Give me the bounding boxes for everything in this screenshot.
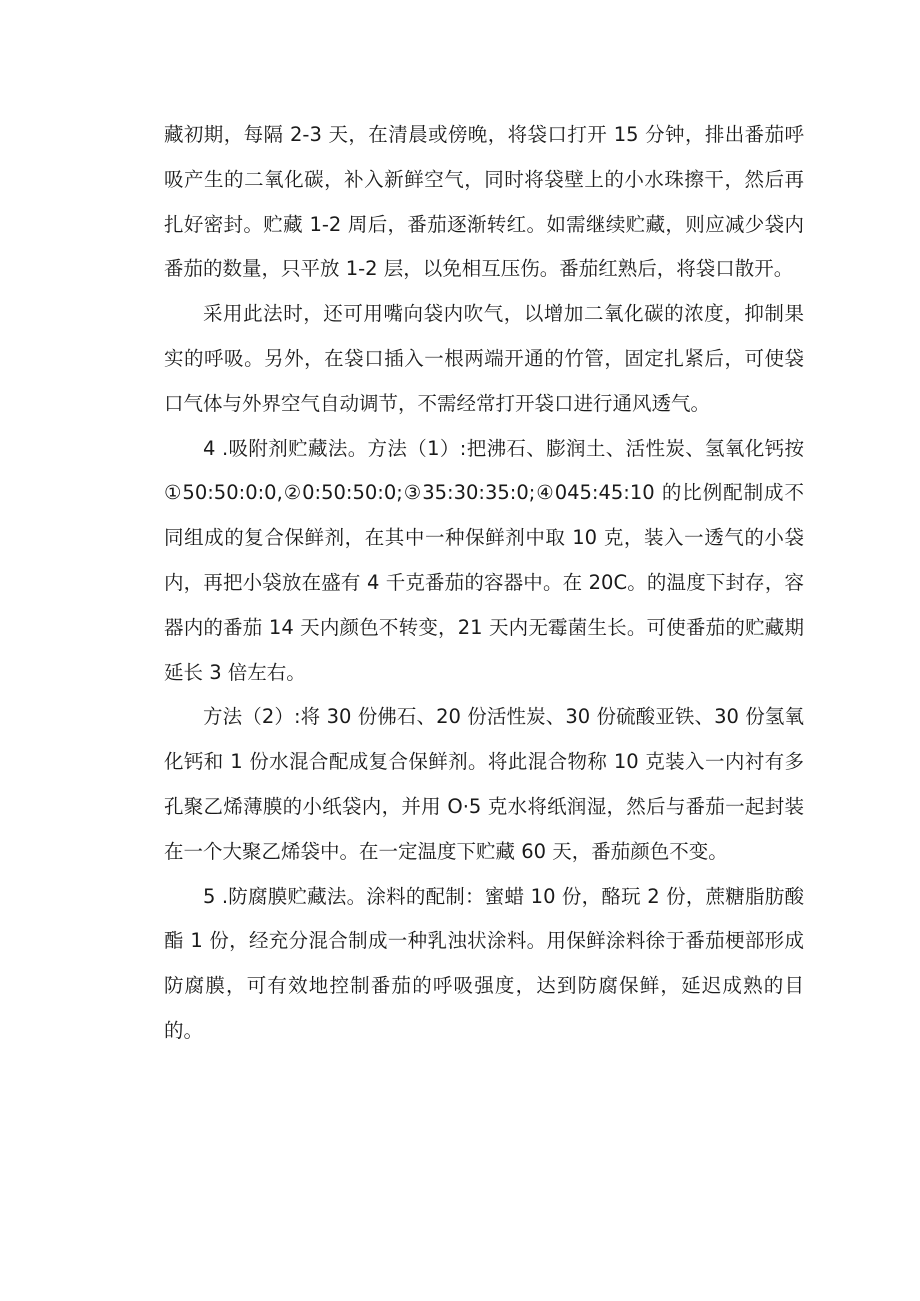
paragraph-continuation: 藏初期，每隔 2-3 天，在清晨或傍晚，将袋口打开 15 分钟，排出番茄呼吸产生的二氧化碳，补入新鲜空气，同时将袋壁上的小水珠擦干，然后再扎好密封。贮藏 1-2 周后，番茄逐渐转红。如需继续贮藏，则应减少袋内番茄的数量，只平放 1-2 层，以免相互压伤。番茄红熟后，将袋口散开。 xyxy=(164,123,804,281)
document-body xyxy=(164,113,804,1054)
paragraph-coating-method: 5 .防腐膜贮藏法。涂料的配制：蜜蜡 10 份，酪玩 2 份，蔗糖脂肪酸酯 1 份，经充分混合制成一种乳浊状涂料。用保鲜涂料徐于番茄梗部形成防腐膜，可有效地控制番茄的呼吸强度，达到防腐保鲜，延迟成熟的目的。 xyxy=(164,884,804,1042)
paragraph-blowing-method: 采用此法时，还可用嘴向袋内吹气，以增加二氧化碳的浓度，抑制果实的呼吸。另外，在袋口插入一根两端开通的竹管，固定扎紧后，可使袋口气体与外界空气自动调节，不需经常打开袋口进行通风透气。 xyxy=(164,302,804,415)
paragraph-adsorbent-method-2: 方法（2）:将 30 份佛石、20 份活性炭、30 份硫酸亚铁、30 份氢氧化钙和 1 份水混合配成复合保鲜剂。将此混合物称 10 克装入一内衬有多孔聚乙烯薄膜的小纸袋内，并用 O·5 克水将纸润湿，然后与番茄一起封装在一个大聚乙烯袋中。在一定温度下贮藏 60 天，番茄颜色不变。 xyxy=(164,705,804,863)
paragraph-adsorbent-method-1: 4 .吸附剂贮藏法。方法（1）:把沸石、膨润土、活性炭、氢氧化钙按①50:50:0:0,②0:50:50:0;③35:30:35:0;④045:45:10 的比例配制成不同组成的复合保鲜剂，在其中一种保鲜剂中取 10 克，装入一透气的小袋内，再把小袋放在盛有 4 千克番茄的容器中。在 20C。的温度下封存，容器内的番茄 14 天内颜色不转变，21 天内无霉菌生长。可使番茄的贮藏期延长 3 倍左右。 xyxy=(164,436,804,684)
